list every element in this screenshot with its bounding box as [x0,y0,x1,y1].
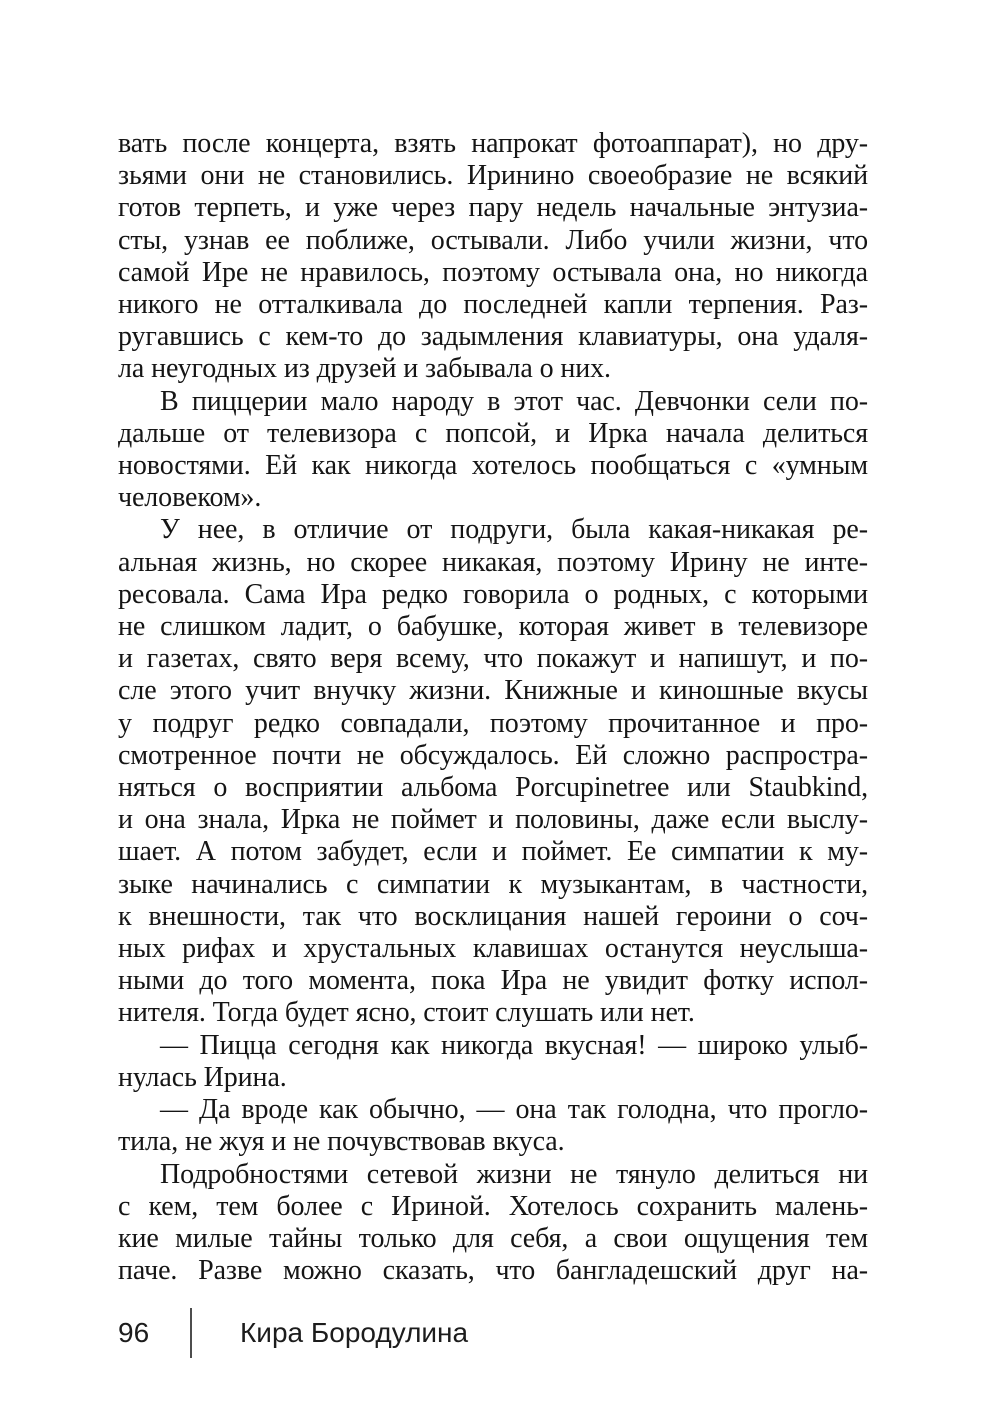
text-line: сле этого учит внучку жизни. Книжные и киношные вкусы [118,675,868,707]
text-line: нителя. Тогда будет ясно, стоит слушать или нет. [118,997,695,1029]
page-number: 96 [118,1317,150,1348]
text-line: альная жизнь, но скорее никакая, поэтому Ирину не инте- [118,546,868,578]
text-line: ла неугодных из друзей и забывала о них. [118,353,611,385]
text-line: вать после концерта, взять напрокат фотоаппарат), но дру- [118,128,868,159]
page-footer [118,1308,468,1358]
text-line: смотренное почти не обсуждалось. Ей сложно распростра- [118,739,868,771]
text-line: — Да вроде как обычно, — она так голодна, что прогло- [160,1094,868,1126]
text-line: — Пицца сегодня как никогда вкусная! — широко улыб- [160,1029,868,1061]
text-line: новостями. Ей как никогда хотелось пообщаться с «умным [118,450,868,482]
text-line: дальше от телевизора с попсой, и Ирка начала делиться [118,417,868,449]
footer-divider [190,1308,192,1358]
text-line: сты, узнав ее поближе, остывали. Либо учили жизни, что [118,224,868,256]
text-line: ругавшись с кем-то до задымления клавиатуры, она удаля- [118,321,868,353]
text-line: ресовала. Сама Ира редко говорила о родных, с которыми [118,578,868,610]
text-line: к внешности, так что восклицания нашей героини о соч- [118,900,868,932]
text-line: с кем, тем более с Ириной. Хотелось сохранить малень- [118,1190,868,1222]
text-line: самой Ире не нравилось, поэтому остывала она, но никогда [118,256,868,288]
text-line: паче. Разве можно сказать, что бангладешский друг на- [118,1255,868,1287]
text-line: тила, не жуя и не почувствовав вкуса. [118,1126,565,1158]
page-text [118,128,868,1287]
text-line: няться о восприятии альбома Porcupinetree или Staubkind, [118,772,868,804]
text-line: зьями они не становились. Иринино своеобразие не всякий [118,160,868,192]
text-line: готов терпеть, и уже через пару недель начальные энтузиа- [118,192,868,224]
text-line: Подробностями сетевой жизни не тянуло делиться ни [160,1158,868,1190]
text-line: и газетах, свято веря всему, что покажут и напишут, и по- [118,643,868,675]
text-line: ными до того момента, пока Ира не увидит фотку испол- [118,965,868,997]
text-line: нулась Ирина. [118,1061,287,1093]
text-line: В пиццерии мало народу в этот час. Девчонки сели по- [160,385,868,417]
text-line: У нее, в отличие от подруги, была какая-никакая ре- [160,514,868,546]
text-line: не слишком ладит, о бабушке, которая живет в телевизоре [118,611,868,643]
text-line: ных рифах и хрустальных клавишах останутся неуслыша- [118,933,868,965]
text-line: у подруг редко совпадали, поэтому прочитанное и про- [118,707,868,739]
running-footer-author: Кира Бородулина [240,1317,469,1348]
text-line: и она знала, Ирка не поймет и половины, даже если выслу- [118,804,868,836]
text-line: кие милые тайны только для себя, а свои ощущения тем [118,1222,868,1254]
text-line: шает. А потом забудет, если и поймет. Ее симпатии к му- [118,836,868,868]
text-line: человеком». [118,482,262,514]
text-line: никого не отталкивала до последней капли терпения. Раз- [118,289,868,321]
text-line: зыке начинались с симпатии к музыкантам, в частности, [118,868,868,900]
